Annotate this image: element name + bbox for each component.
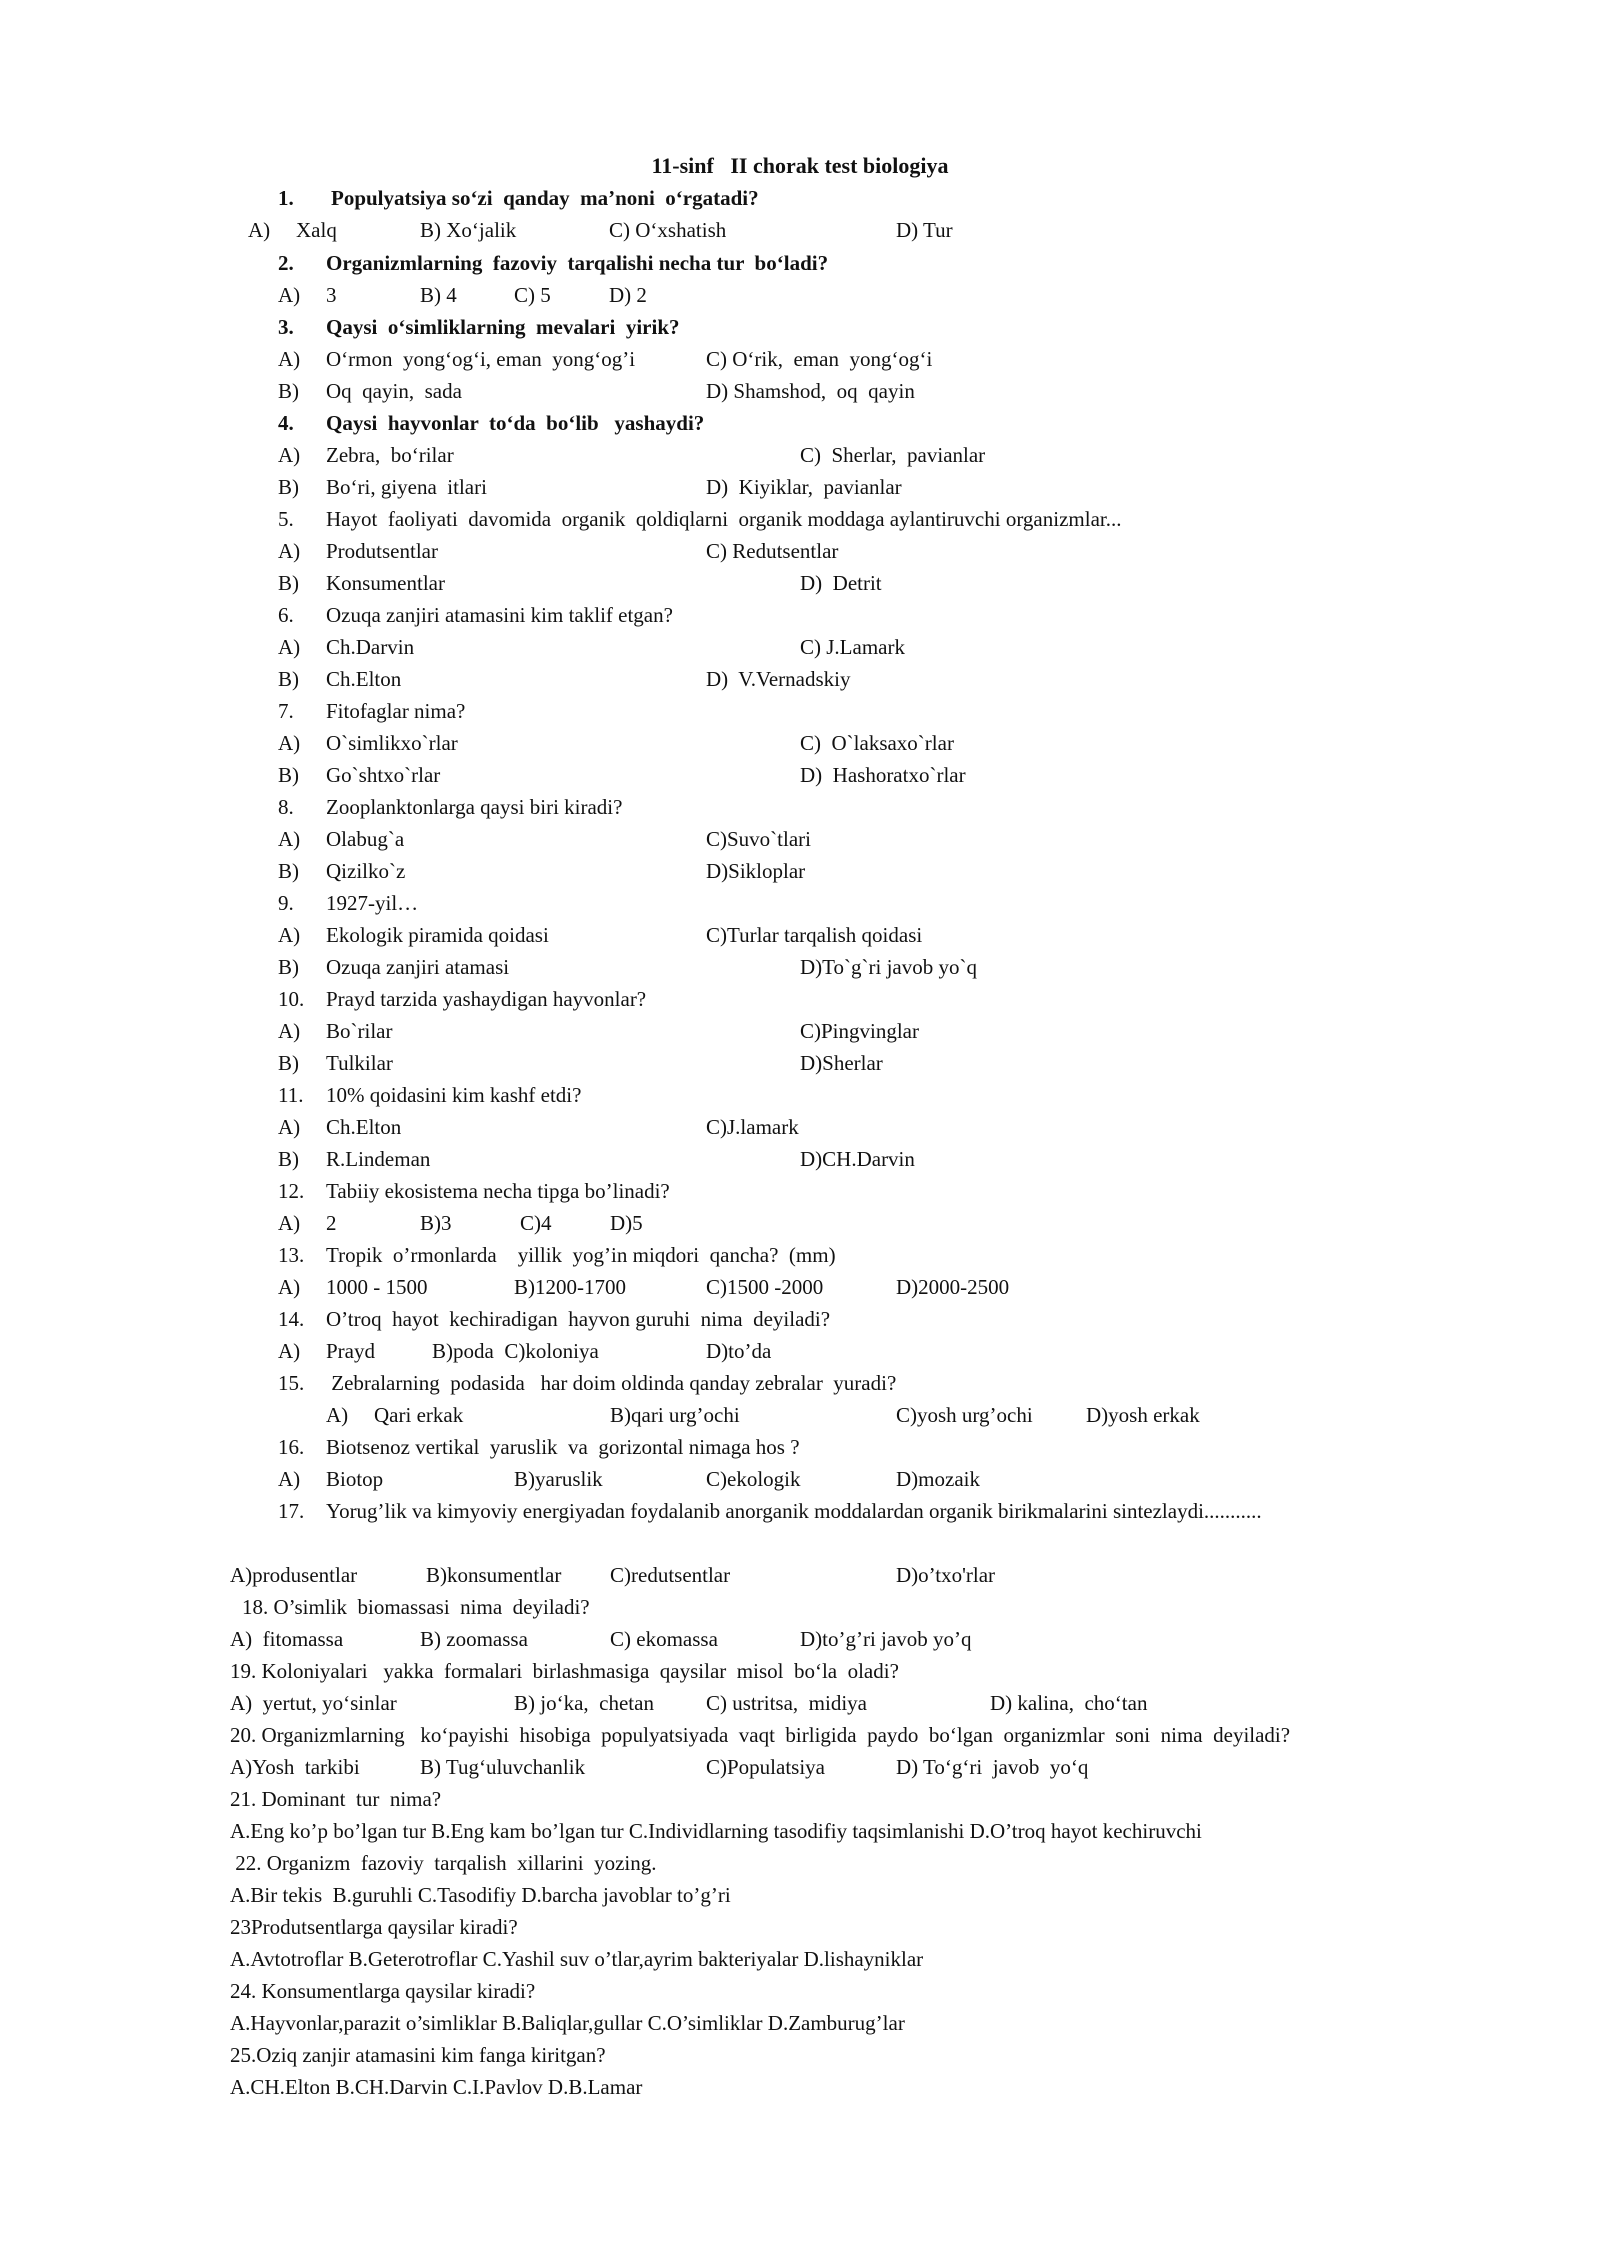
option-letter: B)	[278, 955, 299, 979]
question-number: 8.	[278, 795, 294, 819]
question-number: 10.	[278, 987, 305, 1011]
question-text: O’troq hayot kechiradigan hayvon guruhi nima deyiladi?	[326, 1307, 831, 1331]
option: C) O‘rik, eman yong‘og‘i	[706, 347, 933, 371]
option-letter: A)	[278, 1115, 301, 1139]
option: B) 4	[420, 283, 457, 307]
option-letter: A)	[278, 635, 301, 659]
option-letter: A)	[278, 1275, 301, 1299]
option: B)poda C)koloniya	[432, 1339, 599, 1363]
question-text: Zebralarning podasida har doim oldinda qanday zebralar yuradi?	[326, 1371, 897, 1395]
question-text: Populyatsiya so‘zi qanday ma’noni o‘rgatadi?	[331, 186, 759, 210]
question-number: 16.	[278, 1435, 305, 1459]
option-letter: A)	[278, 1339, 301, 1363]
option: C)Suvo`tlari	[706, 827, 811, 851]
option: B) zoomassa	[420, 1627, 528, 1651]
option: D)CH.Darvin	[800, 1147, 915, 1171]
option-letter: A)	[278, 443, 301, 467]
option: D)o’txo'rlar	[896, 1563, 996, 1587]
option-letter: A)	[278, 923, 301, 947]
option-letter: A)	[278, 347, 301, 371]
option: D)2000-2500	[896, 1275, 1010, 1299]
option: 2	[326, 1211, 337, 1235]
option: D) kalina, cho‘tan	[990, 1691, 1148, 1715]
option: B) jo‘ka, chetan	[514, 1691, 654, 1715]
question-text: Biotsenoz vertikal yaruslik va gorizontal nimaga hos ?	[326, 1435, 800, 1459]
option: Prayd	[326, 1339, 375, 1363]
question-text: 18. O’simlik biomassasi nima deyiladi?	[242, 1595, 590, 1619]
option: Qari erkak	[374, 1403, 464, 1427]
question-number: 2.	[278, 251, 294, 275]
question-text: 25.Oziq zanjir atamasini kim fanga kiritgan?	[230, 2043, 606, 2067]
question-number: 1.	[278, 186, 294, 210]
option: 1000 - 1500	[326, 1275, 428, 1299]
option: Go`shtxo`rlar	[326, 763, 441, 787]
option: C) O‘xshatish	[609, 218, 727, 242]
question-text: 10% qoidasini kim kashf etdi?	[326, 1083, 582, 1107]
option: Ch.Elton	[326, 1115, 402, 1139]
option: B)konsumentlar	[426, 1563, 562, 1587]
option: D) Hashoratxo`rlar	[800, 763, 966, 787]
option: A)Yosh tarkibi	[230, 1755, 360, 1779]
option: Zebra, bo‘rilar	[326, 443, 454, 467]
option: D)Sherlar	[800, 1051, 883, 1075]
option: D) Kiyiklar, pavianlar	[706, 475, 902, 499]
option: D)5	[610, 1211, 643, 1235]
question-text: 19. Koloniyalari yakka formalari birlashmasiga qaysilar misol bo‘la oladi?	[230, 1659, 899, 1683]
question-number: 4.	[278, 411, 294, 435]
option: C) ustritsa, midiya	[706, 1691, 867, 1715]
question-text: Qaysi o‘simliklarning mevalari yirik?	[326, 315, 680, 339]
option: A) fitomassa	[230, 1627, 344, 1651]
option: Qizilko`z	[326, 859, 406, 883]
option: C) ekomassa	[610, 1627, 718, 1651]
option: Oq qayin, sada	[326, 379, 462, 403]
option: D)to’da	[706, 1339, 772, 1363]
option: C) O`laksaxo`rlar	[800, 731, 954, 755]
question-text: Tabiiy ekosistema necha tipga bo’linadi?	[326, 1179, 670, 1203]
option: C) Redutsentlar	[706, 539, 839, 563]
option: D) 2	[609, 283, 647, 307]
option: Tulkilar	[326, 1051, 393, 1075]
option: D) V.Vernadskiy	[706, 667, 851, 691]
question-number: 6.	[278, 603, 294, 627]
option-letter: B)	[278, 379, 299, 403]
option: Ekologik piramida qoidasi	[326, 923, 549, 947]
option: A)produsentlar	[230, 1563, 358, 1587]
option: C) J.Lamark	[800, 635, 905, 659]
option: D)to’g’ri javob yo’q	[800, 1627, 972, 1651]
option: A.Hayvonlar,parazit o’simliklar B.Baliqlar,gullar C.O’simliklar D.Zamburug’lar	[230, 2011, 905, 2035]
option: Ch.Elton	[326, 667, 402, 691]
question-number: 11.	[278, 1083, 304, 1107]
option: C)Turlar tarqalish qoidasi	[706, 923, 923, 947]
option: C)ekologik	[706, 1467, 801, 1491]
option: B) Xo‘jalik	[420, 218, 517, 242]
question-number: 9.	[278, 891, 294, 915]
option: D) To‘g‘ri javob yo‘q	[896, 1755, 1089, 1779]
option: Konsumentlar	[326, 571, 445, 595]
option: C)J.lamark	[706, 1115, 799, 1139]
question-text: Hayot faoliyati davomida organik qoldiqlarni organik moddaga aylantiruvchi organizmlar...	[326, 507, 1122, 531]
option-letter: A)	[278, 283, 301, 307]
option: C) 5	[514, 283, 551, 307]
question-text: 1927-yil…	[326, 891, 419, 915]
question-number: 13.	[278, 1243, 305, 1267]
question-number: 3.	[278, 315, 294, 339]
option: Ch.Darvin	[326, 635, 415, 659]
option: A.Bir tekis B.guruhli C.Tasodifiy D.barcha javoblar to’g’ri	[230, 1883, 731, 1907]
question-text: Yorug’lik va kimyoviy energiyadan foydalanib anorganik moddalardan organik birikmalarini sintezlaydi...........	[326, 1499, 1262, 1523]
question-text: Organizmlarning fazoviy tarqalishi necha tur bo‘ladi?	[326, 251, 829, 275]
question-number: 7.	[278, 699, 294, 723]
option: Bo‘ri, giyena itlari	[326, 475, 487, 499]
question-number: 12.	[278, 1179, 305, 1203]
option: B)3	[420, 1211, 452, 1235]
question-text: Fitofaglar nima?	[326, 699, 466, 723]
question-number: 15.	[278, 1371, 305, 1395]
option-letter: B)	[278, 475, 299, 499]
question-number: 5.	[278, 507, 294, 531]
option-letter: A)	[278, 539, 301, 563]
question-text: 20. Organizmlarning ko‘payishi hisobiga populyatsiyada vaqt birligida paydo bo‘lgan organizmlar soni nima deyiladi?	[230, 1723, 1291, 1747]
option-letter: B)	[278, 1147, 299, 1171]
option-letter: B)	[278, 859, 299, 883]
option: O`simlikxo`rlar	[326, 731, 458, 755]
option: B)1200-1700	[514, 1275, 626, 1299]
option-letter: A)	[278, 731, 301, 755]
option-letter: B)	[278, 571, 299, 595]
question-text: Zooplanktonlarga qaysi biri kiradi?	[326, 795, 623, 819]
option-letter: A)	[248, 218, 271, 242]
question-text: 23Produtsentlarga qaysilar kiradi?	[230, 1915, 518, 1939]
option: C) Sherlar, pavianlar	[800, 443, 986, 467]
option: D)mozaik	[896, 1467, 980, 1491]
option: A.CH.Elton B.CH.Darvin C.I.Pavlov D.B.Lamar	[230, 2075, 643, 2099]
option: Olabug`a	[326, 827, 405, 851]
option: D) Tur	[896, 218, 953, 242]
option: C)yosh urg’ochi	[896, 1403, 1033, 1427]
question-text: Tropik o’rmonlarda yillik yog’in miqdori qancha? (mm)	[326, 1243, 836, 1267]
option: 3	[326, 283, 337, 307]
option: C)1500 -2000	[706, 1275, 824, 1299]
option: B)qari urg’ochi	[610, 1403, 740, 1427]
question-text: Prayd tarzida yashaydigan hayvonlar?	[326, 987, 647, 1011]
option: B)yaruslik	[514, 1467, 603, 1491]
option: C)Populatsiya	[706, 1755, 825, 1779]
option: Xalq	[296, 218, 337, 242]
option: Biotop	[326, 1467, 384, 1491]
question-text: Ozuqa zanjiri atamasini kim taklif etgan?	[326, 603, 673, 627]
option: C)4	[520, 1211, 552, 1235]
option-letter: A)	[326, 1403, 349, 1427]
option-letter: A)	[278, 1211, 301, 1235]
option: D) Shamshod, oq qayin	[706, 379, 915, 403]
option: R.Lindeman	[326, 1147, 431, 1171]
option: D)To`g`ri javob yo`q	[800, 955, 977, 979]
question-number: 17.	[278, 1499, 305, 1523]
option: Bo`rilar	[326, 1019, 393, 1043]
option: A.Avtotroflar B.Geterotroflar C.Yashil suv o’tlar,ayrim bakteriyalar D.lishayniklar	[230, 1947, 924, 1971]
option-letter: B)	[278, 763, 299, 787]
option-letter: B)	[278, 1051, 299, 1075]
option-letter: A)	[278, 1467, 301, 1491]
option: D) Detrit	[800, 571, 882, 595]
question-number: 14.	[278, 1307, 305, 1331]
option-letter: A)	[278, 1019, 301, 1043]
option: C)redutsentlar	[610, 1563, 731, 1587]
option: B) Tug‘uluvchanlik	[420, 1755, 586, 1779]
option: C)Pingvinglar	[800, 1019, 919, 1043]
document-title: 11-sinf II chorak test biologiya	[651, 153, 949, 178]
option-letter: B)	[278, 667, 299, 691]
option: D)Sikloplar	[706, 859, 806, 883]
question-text: Qaysi hayvonlar to‘da bo‘lib yashaydi?	[326, 411, 705, 435]
option: Produtsentlar	[326, 539, 438, 563]
option-letter: A)	[278, 827, 301, 851]
option: O‘rmon yong‘og‘i, eman yong‘og’i	[326, 347, 636, 371]
option: D)yosh erkak	[1086, 1403, 1200, 1427]
question-text: 24. Konsumentlarga qaysilar kiradi?	[230, 1979, 536, 2003]
option: A.Eng ko’p bo’lgan tur B.Eng kam bo’lgan tur C.Individlarning tasodifiy taqsimlanishi D.O’troq hayot kechiruvchi	[230, 1819, 1202, 1843]
option: Ozuqa zanjiri atamasi	[326, 955, 510, 979]
option: A) yertut, yo‘sinlar	[230, 1691, 397, 1715]
question-text: 21. Dominant tur nima?	[230, 1787, 442, 1811]
question-text: 22. Organizm fazoviy tarqalish xillarini yozing.	[230, 1851, 657, 1875]
